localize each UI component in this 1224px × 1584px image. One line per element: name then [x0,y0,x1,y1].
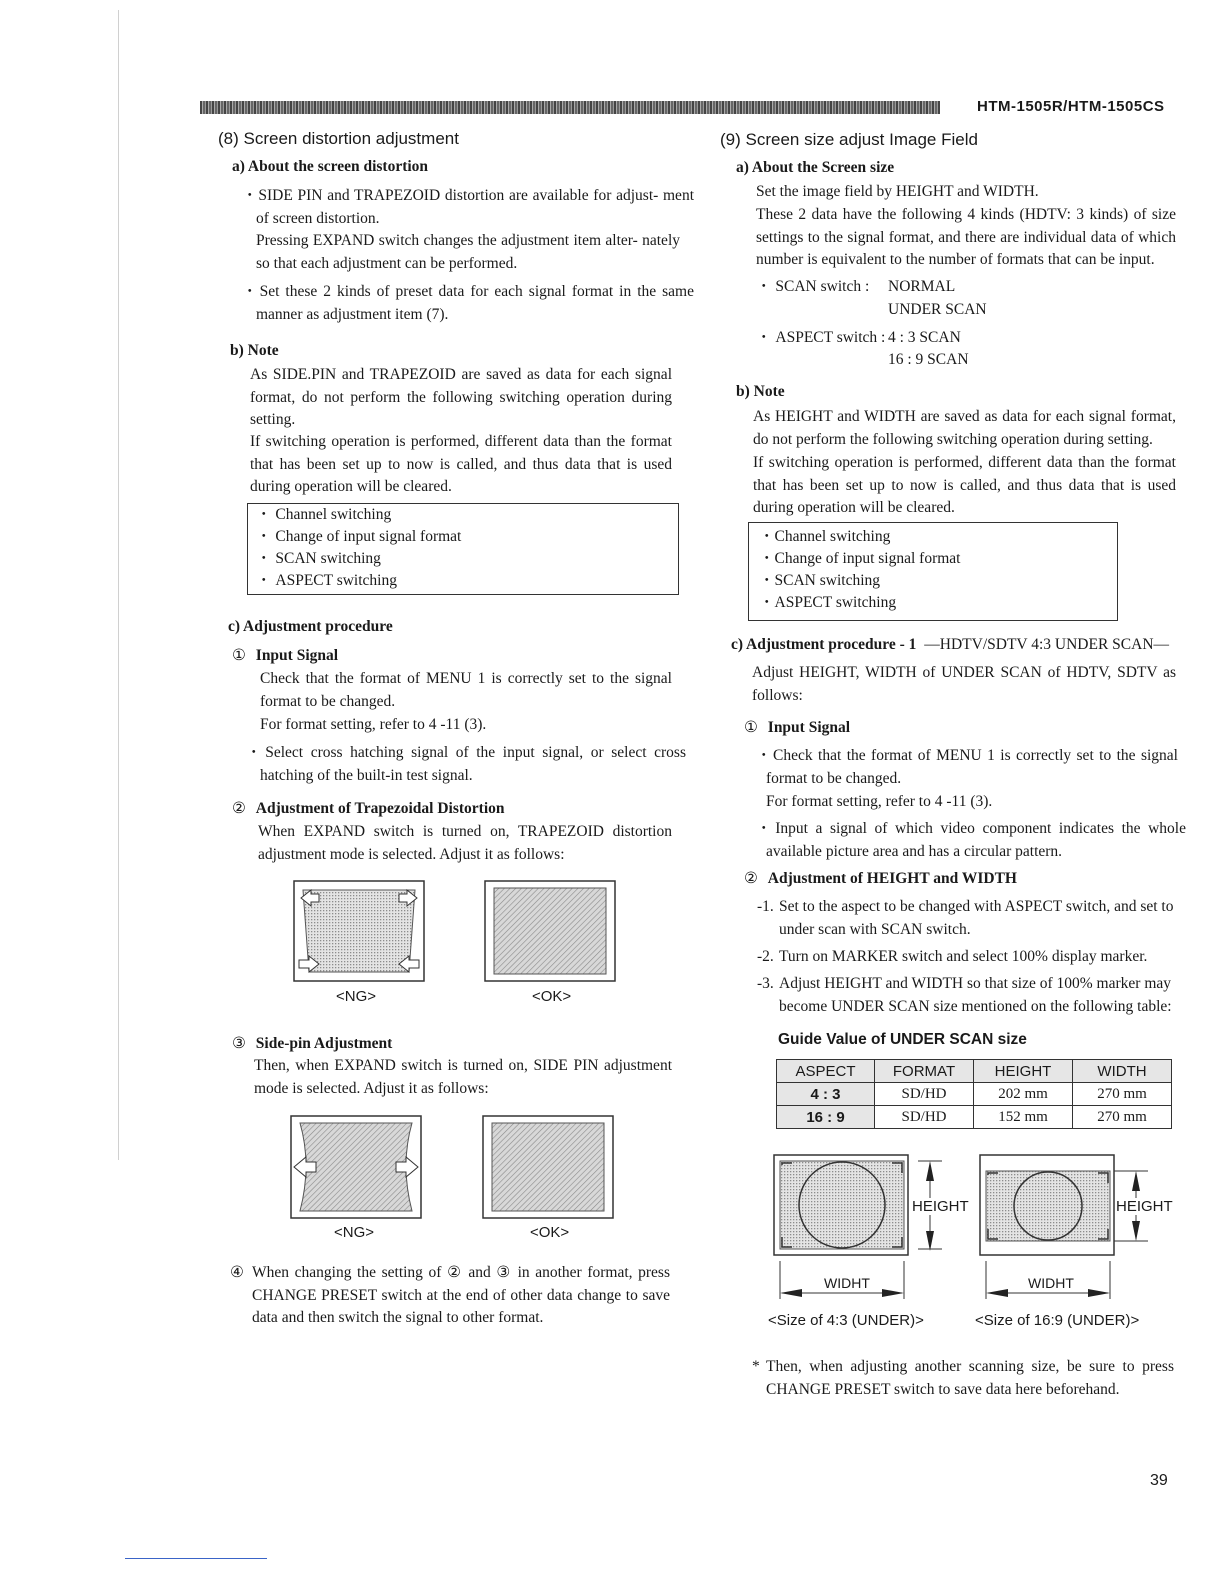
step-title: Input Signal [255,647,339,664]
table-cell: SD/HD [875,1083,974,1106]
bullet-mark: ・ [756,329,776,346]
bullet-mark: ・ [242,187,259,204]
table-header-row [777,1060,1172,1083]
table-header-cell: HEIGHT [974,1060,1073,1083]
sidepin-ok-figure [482,1115,614,1219]
right-box-item: ・Change of input signal format [759,550,961,567]
step-number: ② [232,800,246,817]
right-step1-bullet-2 [756,818,1186,863]
left-b-heading: b) Note [230,342,279,359]
right-b-para-1: As HEIGHT and WIDTH are saved as data for each signal format, do not perform the following switching operation during setting. [753,408,1176,448]
right-step1-bullet-1-text: Check that the format of MENU 1 is correctly set to the signal format to be changed. [766,747,1178,787]
substep-number: -2. [757,948,774,965]
trapezoid-ng-figure [293,880,425,982]
right-a-para-2: These 2 data have the following 4 kinds (HDTV: 3 kinds) of size settings to the signal format, and there are individual data of which number is equivalent to the number of formats that can be input. [756,206,1176,268]
right-footnote [752,1356,1174,1401]
step-title: Adjustment of HEIGHT and WIDTH [767,870,1017,887]
table-cell-aspect: 16 : 9 [777,1106,875,1129]
footnote-text: Then, when adjusting another scanning size, be sure to press CHANGE PRESET switch to save data here beforehand. [766,1358,1174,1398]
scan-value-normal: NORMAL [888,278,956,295]
right-box-item-text: Channel switching [774,528,891,545]
left-step3-heading [232,1034,392,1053]
substep-number: -1. [757,898,774,915]
step-number: ④ [230,1264,244,1281]
left-box-item: ・ ASPECT switching [256,572,397,589]
table-row [777,1083,1172,1106]
bullet-mark: ・ [756,278,776,295]
right-switching-box [748,522,1118,621]
substep-text: Turn on MARKER switch and select 100% display marker. [779,948,1148,965]
right-a-heading: a) About the Screen size [736,159,895,176]
right-a-para-1: Set the image field by HEIGHT and WIDTH. [756,183,1039,200]
substep-text: Adjust HEIGHT and WIDTH so that size of 100% marker may become UNDER SCAN size mentioned on the following table: [779,975,1172,1015]
step-number: ① [744,719,758,736]
left-box-item: ・ SCAN switching [256,550,381,567]
left-step2-para: When EXPAND switch is turned on, TRAPEZOID distortion adjustment mode is selected. Adjust it as follows: [258,823,672,863]
left-step3-para: Then, when EXPAND switch is turned on, SIDE PIN adjustment mode is selected. Adjust it as follows: [254,1057,672,1097]
size-43-caption: <Size of 4:3 (UNDER)> [768,1312,924,1329]
page-number: 39 [1150,1472,1168,1489]
right-c-para: Adjust HEIGHT, WIDTH of UNDER SCAN of HDTV, SDTV as follows: [752,664,1176,704]
left-step4 [230,1262,670,1330]
left-a-bullet-1-text: SIDE PIN and TRAPEZOID distortion are available for adjust- ment of screen distortion. [256,187,694,227]
right-c-heading-sub: ―HDTV/SDTV 4:3 UNDER SCAN― [924,636,1170,653]
table-cell: 152 mm [974,1106,1073,1129]
sidepin-ok-caption: <OK> [530,1224,570,1241]
right-step1-ref: For format setting, refer to 4 -11 (3). [766,793,993,810]
left-step1-ref: For format setting, refer to 4 -11 (3). [260,716,487,733]
under-scan-size-table [776,1059,1172,1129]
right-box-item: ・SCAN switching [759,572,881,589]
right-step1-bullet-2-text: Input a signal of which video component indicates the whole available picture area and has a circular pattern. [766,820,1186,860]
table-header-cell: ASPECT [777,1060,875,1083]
bullet-mark: ・ [242,283,260,300]
table-cell: 270 mm [1073,1106,1172,1129]
aspect-switch-row [756,327,885,350]
step-title: Input Signal [767,719,851,736]
aspect-value-43: 4 : 3 SCAN [888,329,961,346]
right-box-item-text: SCAN switching [774,572,881,589]
left-a-bullet-2 [242,281,694,326]
bullet-mark: ・ [246,744,266,761]
left-step4-text: When changing the setting of ② and ③ in another format, press CHANGE PRESET switch at the end of other data change to save data and then switch the signal to other format. [252,1264,670,1326]
right-section-title: (9) Screen size adjust Image Field [720,130,978,149]
size-169-caption: <Size of 16:9 (UNDER)> [975,1312,1140,1329]
sidepin-ng-figure [290,1115,422,1219]
right-box-item-text: ASPECT switching [774,594,897,611]
size-43-figure [772,1153,972,1303]
left-b-para-1: As SIDE.PIN and TRAPEZOID are saved as data for each signal format, do not perform the following switching operation during setting. [250,366,672,428]
table-cell: 202 mm [974,1083,1073,1106]
trapezoid-ng-caption: <NG> [336,988,377,1005]
size-169-figure [978,1153,1178,1303]
step-title: Adjustment of Trapezoidal Distortion [255,800,505,817]
size-43-width-label: WIDHT [824,1275,870,1291]
left-section-title: (8) Screen distortion adjustment [218,129,459,148]
aspect-value-169: 16 : 9 SCAN [888,351,969,368]
left-step1-bullet [246,742,686,787]
bottom-rule [125,1558,267,1559]
size-169-width-label: WIDHT [1028,1275,1074,1291]
step-title: Side-pin Adjustment [255,1035,393,1052]
trapezoid-ok-caption: <OK> [532,988,572,1005]
guide-table-title: Guide Value of UNDER SCAN size [778,1031,1027,1048]
table-cell: 270 mm [1073,1083,1172,1106]
right-step2-sub2 [757,946,1177,969]
left-box-item: ・ Change of input signal format [256,528,462,545]
model-header: HTM-1505R/HTM-1505CS [977,98,1165,115]
table-header-cell: FORMAT [875,1060,974,1083]
sidepin-ng-caption: <NG> [334,1224,375,1241]
right-box-item: ・ASPECT switching [759,594,897,611]
right-box-item-text: Change of input signal format [774,550,961,567]
left-box-item-text: Change of input signal format [275,528,462,545]
substep-text: Set to the aspect to be changed with ASPECT switch, and set to under scan with SCAN switch. [779,898,1174,938]
footnote-star: * [752,1358,760,1375]
margin-line [118,10,119,1160]
right-box-item: ・Channel switching [759,528,891,545]
table-row [777,1106,1172,1129]
substep-number: -3. [757,975,774,992]
step-number: ③ [232,1035,246,1052]
right-step1-heading [744,718,850,737]
table-header-cell: WIDTH [1073,1060,1172,1083]
right-step2-sub3 [757,973,1177,1018]
trapezoid-ok-figure [484,880,616,982]
left-a-heading: a) About the screen distortion [232,158,429,175]
scan-switch-row [756,276,869,299]
size-43-height-label: HEIGHT [912,1198,969,1215]
right-b-heading: b) Note [736,383,785,400]
left-a-bullet-1b: Pressing EXPAND switch changes the adjustment item alter- nately so that each adjustment can be performed. [256,232,680,272]
bullet-mark: ・ [756,820,776,837]
right-step2-sub1 [757,896,1177,941]
header-rule [200,101,940,114]
left-box-item-text: Channel switching [275,506,392,523]
left-a-bullet-1 [242,185,694,230]
left-a-bullet-2-text: Set these 2 kinds of preset data for each signal format in the same manner as adjustment item (7). [256,283,694,323]
left-step2-heading [232,799,505,818]
left-b-para-2: If switching operation is performed, different data than the format that has been set up to now is called, and thus data that is used during operation will be cleared. [250,433,672,495]
right-b-para-2: If switching operation is performed, different data than the format that has been set up to now is called, and thus data that is used during operation will be cleared. [753,454,1176,516]
bullet-mark: ・ [756,747,774,764]
step-number: ② [744,870,758,887]
left-c-heading: c) Adjustment procedure [228,618,393,635]
left-box-item: ・ Channel switching [256,506,392,523]
left-step1-para: Check that the format of MENU 1 is correctly set to the signal format to be changed. [260,670,672,710]
left-switching-box [247,503,679,595]
left-step1-heading [232,646,338,665]
left-box-item-text: ASPECT switching [275,572,397,589]
table-cell-aspect: 4 : 3 [777,1083,875,1106]
right-c-heading-main: c) Adjustment procedure - 1 [731,636,917,653]
scan-value-under: UNDER SCAN [888,301,987,318]
right-step1-bullet-1 [756,745,1178,790]
right-step2-heading [744,869,1017,888]
scan-switch-label: SCAN switch : [775,278,870,295]
table-cell: SD/HD [875,1106,974,1129]
right-c-heading [731,634,1169,657]
size-169-height-label: HEIGHT [1116,1198,1173,1215]
left-step1-bullet-text: Select cross hatching signal of the input signal, or select cross hatching of the built-in test signal. [260,744,686,784]
aspect-switch-label: ASPECT switch : [775,329,886,346]
step-number: ① [232,647,246,664]
left-box-item-text: SCAN switching [275,550,381,567]
